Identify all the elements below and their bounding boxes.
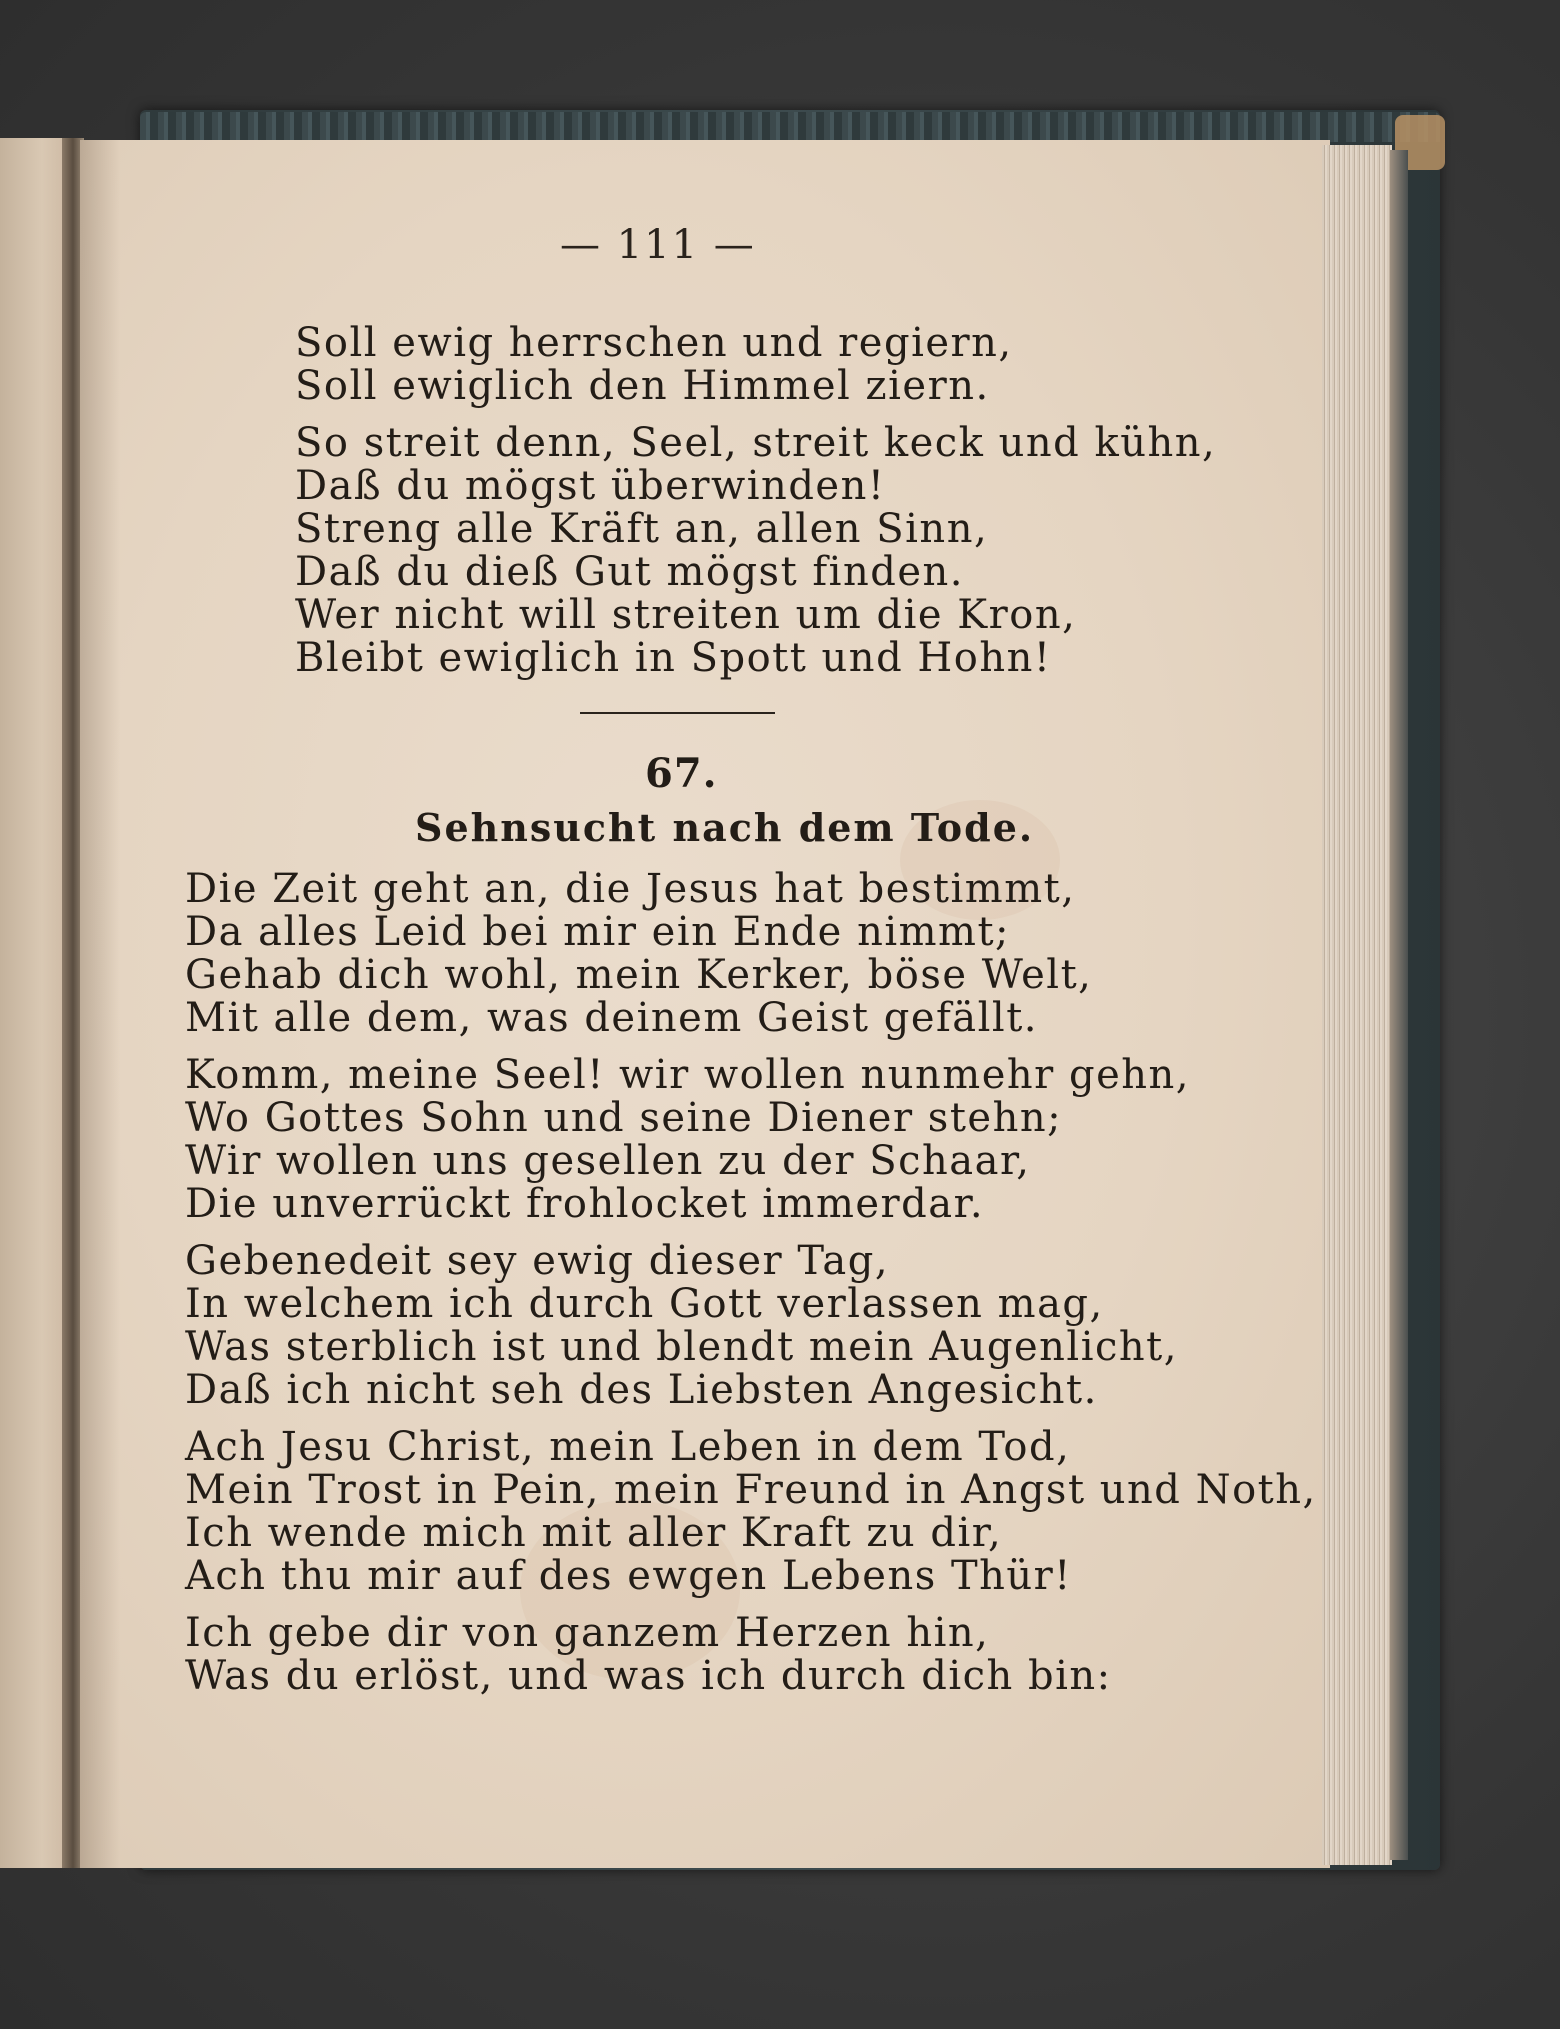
left-facing-page: [0, 138, 70, 1868]
hymn-title: Sehnsucht nach dem Tode.: [415, 805, 1035, 850]
verse-line: Soll ewiglich den Himmel ziern.: [295, 363, 990, 409]
verse-line: Gehab dich wohl, mein Kerker, böse Welt,: [185, 952, 1093, 998]
verse-line: Ich wende mich mit aller Kraft zu dir,: [185, 1510, 1003, 1556]
verse-line: Da alles Leid bei mir ein Ende nimmt;: [185, 909, 1011, 955]
stanza: [185, 1054, 1317, 1226]
stanza: [185, 868, 1317, 1040]
verse-line: Mit alle dem, was deinem Geist gefällt.: [185, 995, 1039, 1041]
verse-line: Komm, meine Seel! wir wollen nunmehr gehn,: [185, 1052, 1190, 1098]
verse-line: Daß ich nicht seh des Liebsten Angesicht.: [185, 1367, 1098, 1413]
stanza: [185, 1426, 1317, 1598]
section-divider: [580, 712, 775, 714]
hymn-number: 67.: [645, 750, 718, 797]
verse-line: Was du erlöst, und was ich durch dich bin:: [185, 1653, 1112, 1699]
verse-line: Was sterblich ist und blendt mein Augenlicht,: [185, 1324, 1178, 1370]
top-stanzas: [295, 322, 1216, 694]
verse-line: Ach thu mir auf des ewgen Lebens Thür!: [185, 1553, 1072, 1599]
stanza: [295, 322, 1216, 408]
book-cover-top-edge: [140, 112, 1440, 142]
verse-line: Streng alle Kräft an, allen Sinn,: [295, 506, 989, 552]
verse-line: Bleibt ewiglich in Spott und Hohn!: [295, 635, 1052, 681]
verse-line: Daß du mögst überwinden!: [295, 463, 886, 509]
page-gutter-shadow: [80, 140, 120, 1868]
verse-line: Ich gebe dir von ganzem Herzen hin,: [185, 1610, 990, 1656]
verse-line: Daß du dieß Gut mögst finden.: [295, 549, 964, 595]
stanza: [295, 422, 1216, 680]
page-number: — 111 —: [560, 222, 756, 268]
verse-line: Wir wollen uns gesellen zu der Schaar,: [185, 1138, 1031, 1184]
verse-line: Wo Gottes Sohn und seine Diener stehn;: [185, 1095, 1063, 1141]
verse-line: Wer nicht will streiten um die Kron,: [295, 592, 1077, 638]
verse-line: Die unverrückt frohlocket immerdar.: [185, 1181, 985, 1227]
page-block-edges: [1322, 145, 1392, 1865]
verse-line: Soll ewig herrschen und regiern,: [295, 320, 1013, 366]
verse-line: Mein Trost in Pein, mein Freund in Angst und Noth,: [185, 1467, 1317, 1513]
verse-line: Die Zeit geht an, die Jesus hat bestimmt,: [185, 866, 1076, 912]
hymn-body: [185, 868, 1317, 1712]
verse-line: In welchem ich durch Gott verlassen mag,: [185, 1281, 1104, 1327]
verse-line: Ach Jesu Christ, mein Leben in dem Tod,: [185, 1424, 1071, 1470]
verse-line: So streit denn, Seel, streit keck und kühn,: [295, 420, 1217, 466]
stanza: [185, 1240, 1317, 1412]
page-block-shadow: [1390, 150, 1408, 1860]
verse-line: Gebenedeit sey ewig dieser Tag,: [185, 1238, 890, 1284]
stanza: [185, 1612, 1317, 1698]
